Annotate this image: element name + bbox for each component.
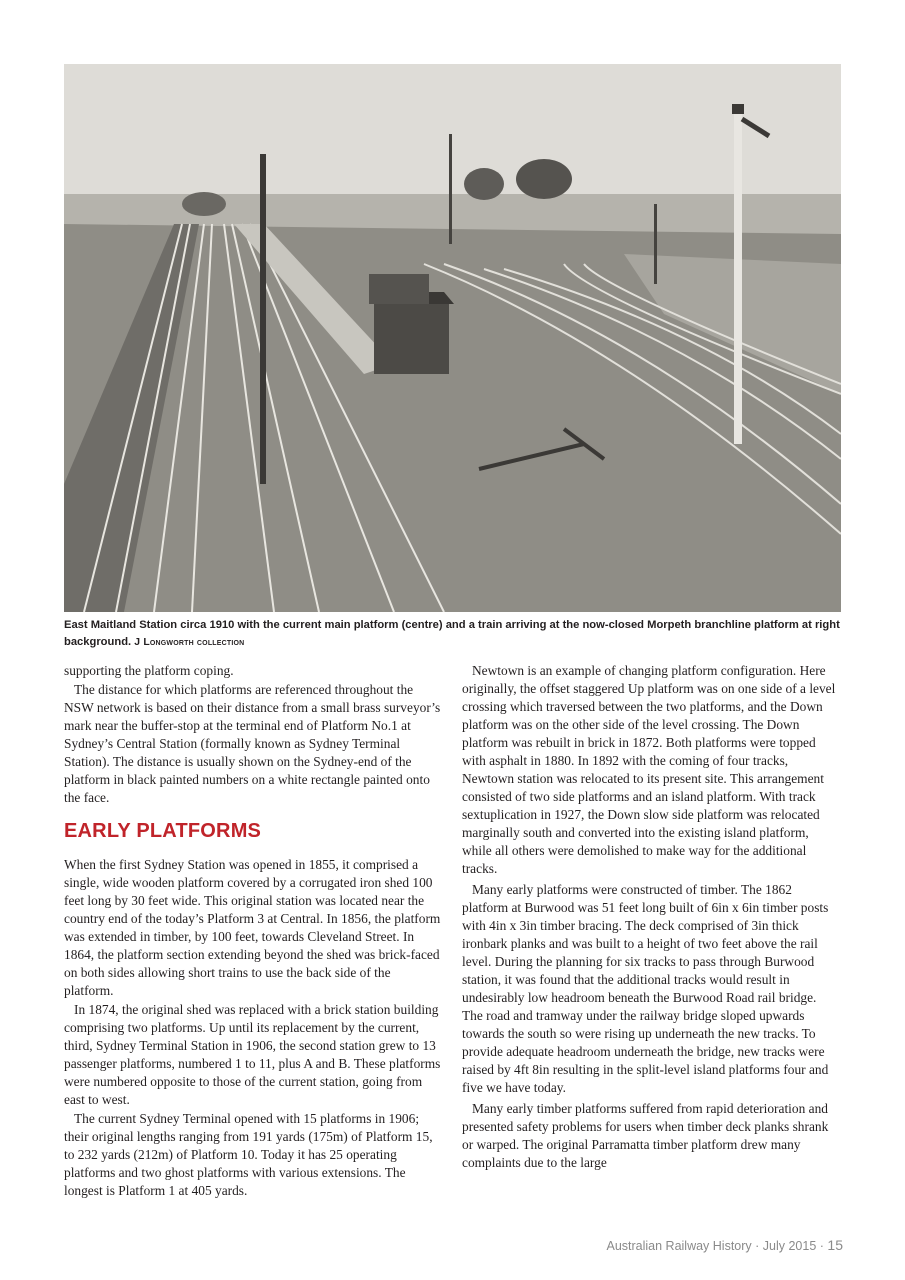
railway-photo-icon bbox=[64, 64, 841, 612]
left-column bbox=[64, 662, 442, 1201]
paragraph: The distance for which platforms are referenced throughout the NSW network is based on their distance from a small brass surveyor’s mark near the buffer-stop at the terminal end of Platform No.1 at Sydney’s Central Station (formally known as Sydney Terminal Station). The distance is usually shown on the Sydney-end of the platform in black painted numbers on a white rectangle painted onto the face. bbox=[64, 682, 441, 805]
photo-caption bbox=[64, 617, 841, 651]
station-photo bbox=[64, 64, 841, 612]
paragraph: supporting the platform coping. bbox=[64, 663, 234, 678]
caption-text: East Maitland Station circa 1910 with the current main platform (centre) and a train arriving at the now-closed Morpeth branchline platform at right background. bbox=[64, 619, 840, 648]
paragraph: The current Sydney Terminal opened with 15 platforms in 1906; their original lengths ranging from 191 yards (175m) of Platform 15, to 232 yards (212m) of Platform 10. Today it has 25 operating platforms and two ghost platforms with various extensions. The longest is Platform 1 at 405 yards. bbox=[64, 1111, 433, 1198]
paragraph: Many early platforms were constructed of timber. The 1862 platform at Burwood was 51 feet long built of 6in x 6in timber posts with 4in x 3in timber bracing. The deck comprised of 3in thick ironbark planks and was built to a height of two feet above the rail level. During the planning for six tracks to pass through Burwood station, it was found that the additional tracks would result in undesirably low headroom beneath the Burwood Road rail bridge. The road and tramway under the railway bridge sloped upwards towards the south so were rising up underneath the new tracks. To provide adequate headroom underneath the bridge, new tracks were raised by 4ft 8in resulting in the split-level island platforms four and five we have today. bbox=[462, 882, 829, 1095]
page-number: 15 bbox=[827, 1237, 843, 1253]
paragraph: In 1874, the original shed was replaced with a brick station building comprising two platforms. Up until its replacement by the current, third, Sydney Terminal Station in 1906, the second station grew to 13 passenger platforms, numbered 1 to 11, plus A and B. These platforms were numbered opposite to those of the current station, going from east to west. bbox=[64, 1002, 441, 1107]
paragraph: Newtown is an example of changing platform configuration. Here originally, the offset staggered Up platform was on one side of a level crossing which traversed between the two platforms, and the Down platform was on the other side of the level crossing. The Down platform was rebuilt in brick in 1872. Both platforms were topped with asphalt in 1880. In 1892 with the coming of four tracks, Newtown station was relocated to its present site. This arrangement consisted of two side platforms and an island platform. With track sextuplication in 1927, the Down slow side platform was relocated marginally south and converted into the existing island platform, while all others were demolished to make way for the additional tracks. bbox=[462, 663, 836, 876]
right-column bbox=[462, 662, 840, 1173]
publication-name: Australian Railway History · July 2015 · bbox=[606, 1239, 824, 1253]
section-heading: EARLY PLATFORMS bbox=[64, 820, 262, 842]
photo-credit: J Longworth collection bbox=[134, 637, 245, 648]
paragraph: When the first Sydney Station was opened in 1855, it comprised a single, wide wooden platform covered by a corrugated iron shed 100 feet long by 30 feet wide. This original station was located near the country end of the today’s Platform 3 at Central. In 1856, the platform was extended in timber, by 100 feet, towards Cleveland Street. In 1864, the platform section extending beyond the shed was brick-faced on both sides allowing short trains to use the back side of the platform. bbox=[64, 857, 441, 998]
paragraph: Many early timber platforms suffered from rapid deterioration and presented safety problems for users when timber deck planks shrank or warped. The original Parramatta timber platform drew many complaints due to the large bbox=[462, 1101, 829, 1170]
page-footer bbox=[606, 1237, 843, 1253]
